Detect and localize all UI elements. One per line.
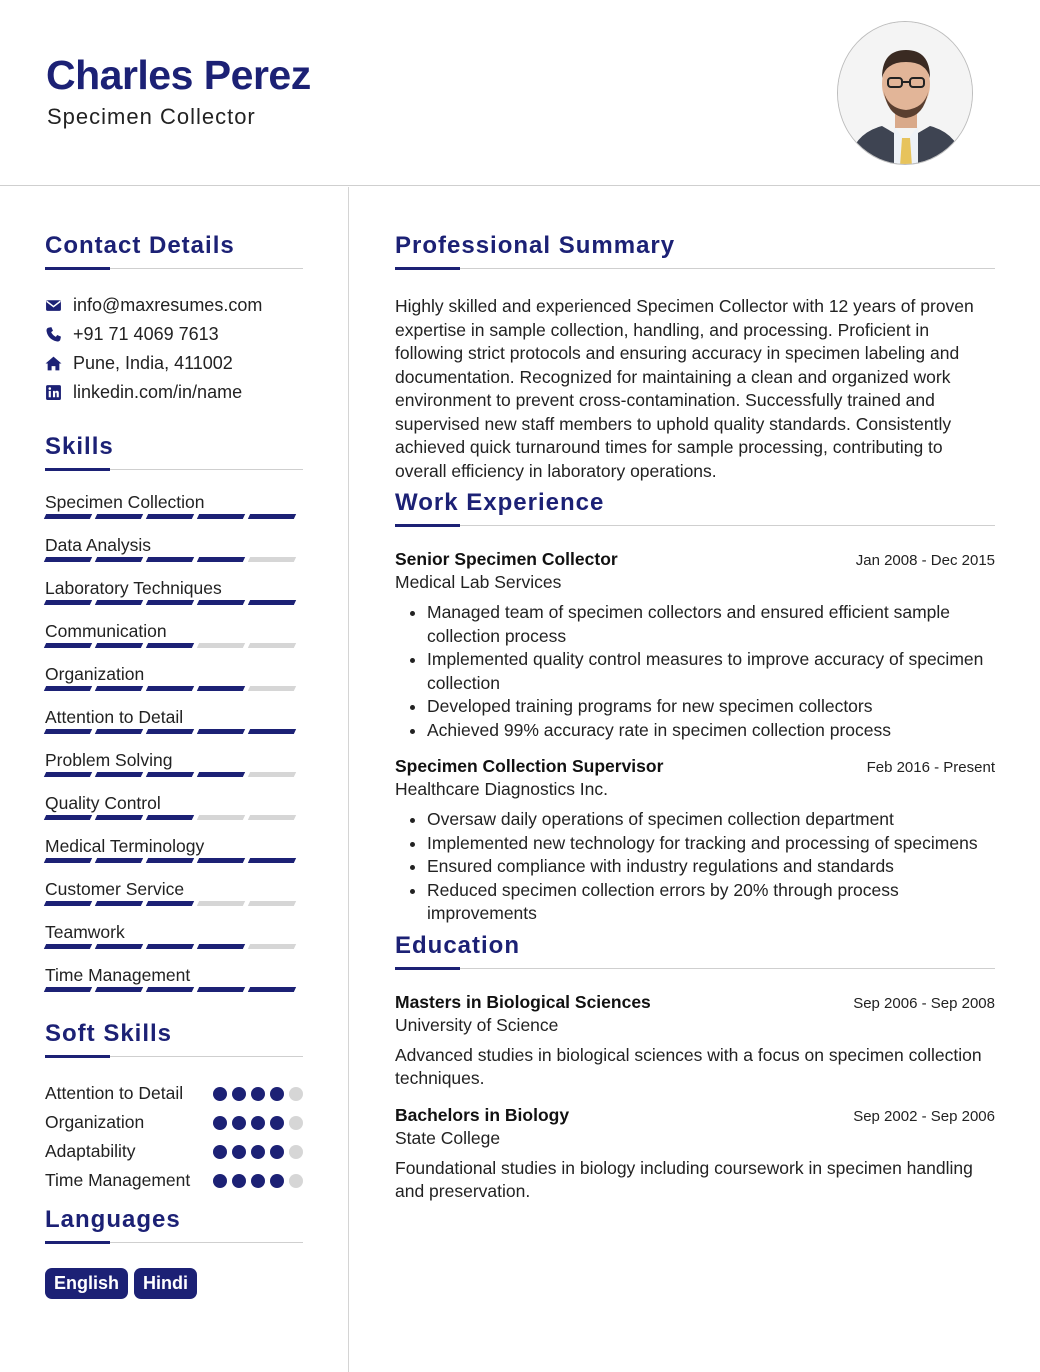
skill-name: Data Analysis [45, 535, 152, 555]
soft-skills-list [45, 1081, 303, 1192]
language-badge: English [45, 1268, 128, 1299]
soft-skill-item [45, 1168, 303, 1192]
rating-dot [213, 1174, 227, 1188]
skill-item [45, 964, 303, 1007]
rating-dot [251, 1145, 265, 1159]
skill-level-segment [146, 987, 194, 992]
skill-name: Laboratory Techniques [45, 578, 222, 598]
skill-item [45, 749, 303, 792]
column-divider [348, 187, 349, 1372]
contact-title: Contact Details [45, 232, 235, 259]
heading-accent-bar [395, 524, 460, 527]
skill-level-segment [44, 600, 92, 605]
skill-level-segment [95, 557, 143, 562]
skill-level-segment [95, 772, 143, 777]
soft-skills-heading [45, 1018, 303, 1057]
skill-level-bar [45, 815, 303, 820]
skill-item [45, 620, 303, 663]
skill-name: Medical Terminology [45, 836, 205, 856]
skill-name: Quality Control [45, 793, 161, 813]
summary-text: Highly skilled and experienced Specimen Collector with 12 years of proven expertise in sample collection, handling, and processing. Proficient in following strict protocols and ensuring accuracy in specimen labeling and documentation. Recognized for maintaining a clean and organized work environment to prevent cross-contamination. Successfully trained and supervised new staff members to uphold quality standards. Consistently achieved quick turnaround times for sample processing, contributing to overall efficiency in laboratory operations. [395, 296, 974, 481]
skill-level-segment [146, 600, 194, 605]
skill-name: Customer Service [45, 879, 185, 899]
skill-item [45, 792, 303, 835]
soft-skill-item [45, 1139, 303, 1163]
job-company: Medical Lab Services [395, 572, 562, 592]
skill-level-segment [197, 901, 245, 906]
soft-skill-rating [213, 1168, 303, 1192]
skill-level-segment [95, 600, 143, 605]
heading-accent-bar [395, 967, 460, 970]
skill-level-bar [45, 557, 303, 562]
skill-level-segment [95, 729, 143, 734]
skill-level-segment [95, 643, 143, 648]
education-section [395, 930, 995, 1204]
skill-level-segment [197, 987, 245, 992]
skill-level-bar [45, 729, 303, 734]
skill-level-segment [44, 858, 92, 863]
skill-level-segment [44, 944, 92, 949]
skill-level-segment [95, 944, 143, 949]
skill-item [45, 835, 303, 878]
soft-skill-rating [213, 1139, 303, 1163]
rating-dot [251, 1174, 265, 1188]
rating-dot [251, 1116, 265, 1130]
skill-level-segment [248, 944, 296, 949]
left-column [45, 230, 303, 1299]
skill-item [45, 577, 303, 620]
degree-description: Advanced studies in biological sciences with a focus on specimen collection techniques. [395, 1044, 982, 1088]
job-bullets [395, 808, 995, 926]
degree-name: Masters in Biological Sciences [395, 991, 651, 1012]
skill-level-segment [146, 686, 194, 691]
job-bullet: • Achieved 99% accuracy rate in specimen collection process [427, 719, 995, 743]
candidate-title: Specimen Collector [47, 104, 256, 129]
job-company: Healthcare Diagnostics Inc. [395, 779, 609, 799]
skill-name: Organization [45, 664, 145, 684]
rating-dot [289, 1116, 303, 1130]
education-entry [395, 992, 995, 1091]
skill-level-segment [248, 729, 296, 734]
skill-level-segment [248, 600, 296, 605]
skill-name: Problem Solving [45, 750, 173, 770]
skill-level-segment [44, 772, 92, 777]
soft-skill-name: Attention to Detail [45, 1083, 184, 1103]
job-dates: Feb 2016 - Present [866, 759, 995, 776]
degree-dates: Sep 2002 - Sep 2006 [853, 1107, 995, 1125]
skill-level-segment [248, 643, 296, 648]
job-role: Specimen Collection Supervisor [395, 756, 664, 776]
skill-item [45, 921, 303, 964]
heading-accent-bar [45, 267, 110, 270]
skill-level-segment [248, 858, 296, 863]
rating-dot [251, 1087, 265, 1101]
soft-skill-rating [213, 1110, 303, 1134]
skills-title: Skills [45, 433, 114, 460]
right-column [395, 230, 995, 1204]
skill-level-bar [45, 858, 303, 863]
skill-level-segment [44, 901, 92, 906]
skill-level-segment [146, 643, 194, 648]
skill-level-bar [45, 600, 303, 605]
skill-level-segment [44, 686, 92, 691]
work-heading [395, 487, 995, 526]
skill-level-segment [197, 772, 245, 777]
soft-skills-title: Soft Skills [45, 1020, 173, 1047]
skill-level-segment [146, 901, 194, 906]
skill-level-segment [197, 643, 245, 648]
rating-dot [232, 1087, 246, 1101]
phone-icon [45, 326, 73, 344]
soft-skill-name: Organization [45, 1112, 145, 1132]
contact-heading [45, 230, 303, 269]
skill-level-segment [197, 557, 245, 562]
summary-title: Professional Summary [395, 232, 676, 259]
skill-level-segment [95, 858, 143, 863]
skill-level-segment [197, 600, 245, 605]
rating-dot [270, 1116, 284, 1130]
skill-level-segment [146, 772, 194, 777]
skill-level-segment [44, 557, 92, 562]
profile-photo [837, 21, 973, 165]
languages-section [45, 1204, 303, 1299]
rating-dot [270, 1145, 284, 1159]
skill-level-bar [45, 643, 303, 648]
skill-level-bar [45, 901, 303, 906]
person-portrait-icon [838, 22, 973, 165]
skill-name: Teamwork [45, 922, 125, 942]
skill-level-segment [95, 815, 143, 820]
skill-item [45, 491, 303, 534]
rating-dot [232, 1116, 246, 1130]
contact-list [45, 291, 303, 407]
skill-level-segment [146, 815, 194, 820]
skill-item [45, 878, 303, 921]
email-icon [45, 297, 73, 315]
soft-skill-item [45, 1110, 303, 1134]
skill-level-bar [45, 686, 303, 691]
language-badge: Hindi [134, 1268, 197, 1299]
school-name: State College [395, 1127, 501, 1148]
job-role: Senior Specimen Collector [395, 549, 618, 569]
rating-dot [213, 1087, 227, 1101]
contact-section [45, 230, 303, 407]
skill-name: Specimen Collection [45, 492, 205, 512]
skill-level-segment [248, 987, 296, 992]
resume-header [0, 0, 1040, 186]
skill-level-segment [146, 858, 194, 863]
skills-heading [45, 431, 303, 470]
linkedin-icon [45, 384, 73, 402]
skill-item [45, 706, 303, 749]
skill-level-segment [197, 729, 245, 734]
skill-level-segment [248, 557, 296, 562]
skill-level-segment [146, 557, 194, 562]
job-entry [395, 549, 995, 742]
skill-level-segment [197, 858, 245, 863]
skill-name: Attention to Detail [45, 707, 184, 727]
contact-linkedin-text: linkedin.com/in/name [73, 382, 243, 402]
rating-dot [270, 1087, 284, 1101]
skill-level-segment [248, 514, 296, 519]
contact-address [45, 349, 303, 378]
education-heading [395, 930, 995, 969]
soft-skill-name: Adaptability [45, 1141, 136, 1161]
job-bullet: • Oversaw daily operations of specimen collection department [427, 808, 995, 832]
contact-address-text: Pune, India, 411002 [73, 353, 233, 373]
job-bullet: • Reduced specimen collection errors by 20% through process improvements [427, 879, 995, 926]
rating-dot [232, 1145, 246, 1159]
degree-dates: Sep 2006 - Sep 2008 [853, 994, 995, 1012]
rating-dot [213, 1116, 227, 1130]
skill-level-segment [197, 514, 245, 519]
skill-level-bar [45, 944, 303, 949]
job-bullet: • Managed team of specimen collectors and ensured efficient sample collection process [427, 601, 995, 648]
candidate-name: Charles Perez [46, 52, 311, 98]
languages-heading [45, 1204, 303, 1243]
degree-name: Bachelors in Biology [395, 1104, 570, 1125]
contact-email[interactable] [45, 291, 303, 320]
skill-level-segment [197, 815, 245, 820]
soft-skill-item [45, 1081, 303, 1105]
job-bullet: • Developed training programs for new specimen collectors [427, 695, 995, 719]
skill-level-segment [95, 987, 143, 992]
skill-level-bar [45, 772, 303, 777]
language-list [45, 1268, 303, 1299]
skill-level-segment [197, 686, 245, 691]
heading-accent-bar [395, 267, 460, 270]
skill-level-segment [95, 686, 143, 691]
rating-dot [213, 1145, 227, 1159]
skill-level-bar [45, 514, 303, 519]
skill-name: Communication [45, 621, 167, 641]
soft-skill-rating [213, 1081, 303, 1105]
skill-level-segment [146, 514, 194, 519]
skill-level-segment [146, 729, 194, 734]
skill-name: Time Management [45, 965, 191, 985]
skill-level-segment [44, 514, 92, 519]
skill-level-segment [248, 901, 296, 906]
skill-level-segment [248, 815, 296, 820]
school-name: University of Science [395, 1014, 559, 1035]
skill-level-segment [44, 729, 92, 734]
job-bullet: • Implemented quality control measures to improve accuracy of specimen collection [427, 648, 995, 695]
rating-dot [289, 1174, 303, 1188]
contact-email-text: info@maxresumes.com [73, 295, 263, 315]
skill-level-segment [44, 643, 92, 648]
soft-skills-section [45, 1018, 303, 1192]
summary-heading [395, 230, 995, 269]
skill-level-segment [95, 901, 143, 906]
skill-level-segment [95, 514, 143, 519]
soft-skill-name: Time Management [45, 1170, 191, 1190]
skill-item [45, 534, 303, 577]
education-title: Education [395, 931, 521, 959]
rating-dot [289, 1087, 303, 1101]
contact-phone-text: +91 71 4069 7613 [73, 324, 219, 344]
skill-item [45, 663, 303, 706]
heading-accent-bar [45, 468, 110, 471]
job-entry [395, 756, 995, 926]
job-bullets [395, 601, 995, 742]
work-title: Work Experience [395, 489, 605, 516]
skill-level-segment [248, 772, 296, 777]
rating-dot [232, 1174, 246, 1188]
contact-linkedin[interactable] [45, 378, 303, 407]
heading-accent-bar [45, 1241, 110, 1244]
rating-dot [270, 1174, 284, 1188]
skill-level-segment [44, 815, 92, 820]
rating-dot [289, 1145, 303, 1159]
skill-level-segment [248, 686, 296, 691]
skill-level-segment [44, 987, 92, 992]
home-icon [45, 355, 73, 373]
job-dates: Jan 2008 - Dec 2015 [855, 552, 995, 569]
languages-title: Languages [45, 1206, 181, 1233]
heading-accent-bar [45, 1055, 110, 1058]
skills-section [45, 431, 303, 1007]
skills-list [45, 491, 303, 1007]
summary-section [395, 230, 995, 483]
job-bullet: • Ensured compliance with industry regulations and standards [427, 855, 995, 879]
job-bullet: • Implemented new technology for tracking and processing of specimens [427, 832, 995, 856]
work-section [395, 487, 995, 926]
skill-level-bar [45, 987, 303, 992]
skill-level-segment [197, 944, 245, 949]
skill-level-segment [146, 944, 194, 949]
degree-description: Foundational studies in biology including coursework in specimen handling and preservation. [395, 1157, 973, 1201]
contact-phone[interactable] [45, 320, 303, 349]
education-entry [395, 1105, 995, 1204]
